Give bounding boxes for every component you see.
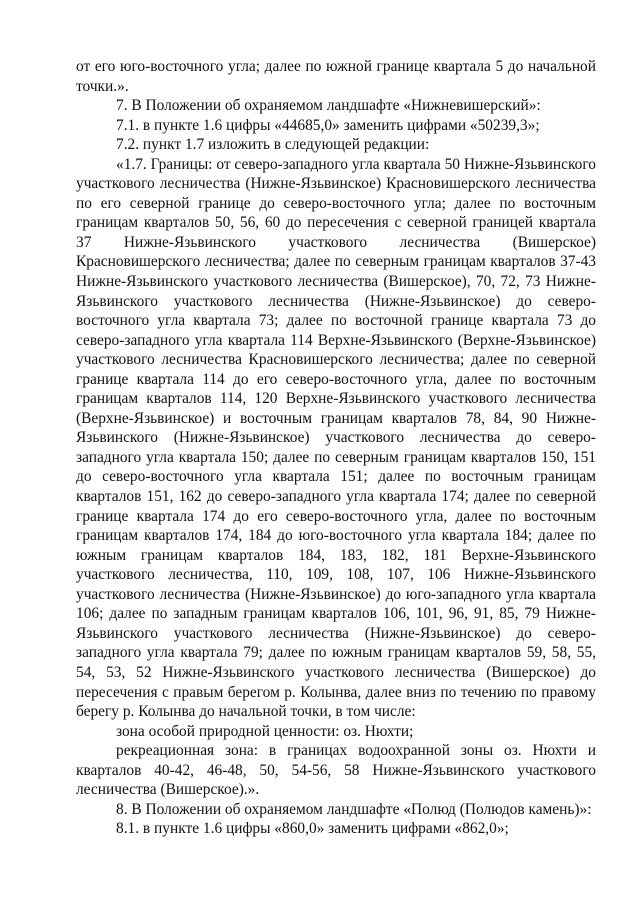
paragraph-item-7-2: 7.2. пункт 1.7 изложить в следующей редакции: <box>116 136 430 154</box>
paragraph-item-8-1: 8.1. в пункте 1.6 цифры «860,0» заменить цифрами «862,0»; <box>116 820 509 838</box>
paragraph-boundaries: «1.7. Границы: от северо-западного угла квартала 50 Нижне-Язьвинского участкового лесничества (Нижне-Язьвинское) Красновишерского лесничества по его северной границе до северо-восточного угла; далее по восточным границам кварталов 50, 56, 60 до пересечения с северной границей квартала 37 Нижне-Язьвинского участкового лесничества (Вишерское) Красновишерского лесничества; далее по северным границам кварталов 37-43 Нижне-Язьвинского участкового лесничества (Вишерское), 70, 72, 73 Нижне-Язьвинского участкового лесничества (Нижне-Язьвинское) до северо-восточного угла квартала 73; далее по восточной границе квартала 73 до северо-западного угла квартала 114 Верхне-Язьвинского (Верхне-Язьвинское) участкового лесничества Красновишерского лесничества; далее по северной границе квартала 114 до его северо-восточного угла, далее по восточным границам кварталов 114, 120 Верхне-Язьвинского участкового лесничества (Верхне-Язьвинское) и восточным границам кварталов 78, 84, 90 Нижне-Язьвинского (Нижне-Язьвинское) участкового лесничества до северо-западного угла квартала 150; далее по северным границам кварталов 150, 151 до северо-восточного угла квартала 151; далее по восточным границам кварталов 151, 162 до северо-западного угла квартала 174; далее по северной границе квартала 174 до его северо-восточного угла, далее по восточным границам кварталов 174, 184 до юго-восточного угла квартала 184; далее по южным границам кварталов 184, 183, 182, 181 Верхне-Язьвинского участкового лесничества, 110, 109, 108, 107, 106 Нижне-Язьвинского участкового лесничества (Нижне-Язьвинское) до юго-западного угла квартала 106; далее по западным границам кварталов 106, 101, 96, 91, 85, 79 Нижне-Язьвинского участкового лесничества (Нижне-Язьвинское) до северо-западного угла квартала 79; далее по южным границам кварталов 59, 58, 55, 54, 53, 52 Нижне-Язьвинского участкового лесничества (Вишерское) до пересечения с правым берегом р. Колынва, далее вниз по течению по правому берегу р. Колынва до начальной точки, в том числе: <box>76 155 596 721</box>
paragraph-item-7-1: 7.1. в пункте 1.6 цифры «44685,0» заменить цифрами «50239,3»; <box>116 116 540 134</box>
paragraph-recreation-zone: рекреационная зона: в границах водоохранной зоны оз. Нюхти и кварталов 40-42, 46-48, 50, 54-56, 58 Нижне-Язьвинского участкового лесничества (Вишерское).». <box>76 742 596 799</box>
paragraph-item-8: 8. В Положении об охраняемом ландшафте «Полюд (Полюдов камень)»: <box>116 800 592 818</box>
paragraph-item-7: 7. В Положении об охраняемом ландшафте «Нижневишерский»: <box>116 97 541 115</box>
paragraph-continuation: от его юго-восточного угла; далее по южной границе квартала 5 до начальной точки.». <box>76 58 596 95</box>
paragraph-zone-natural-value: зона особой природной ценности: оз. Нюхти; <box>116 722 414 740</box>
